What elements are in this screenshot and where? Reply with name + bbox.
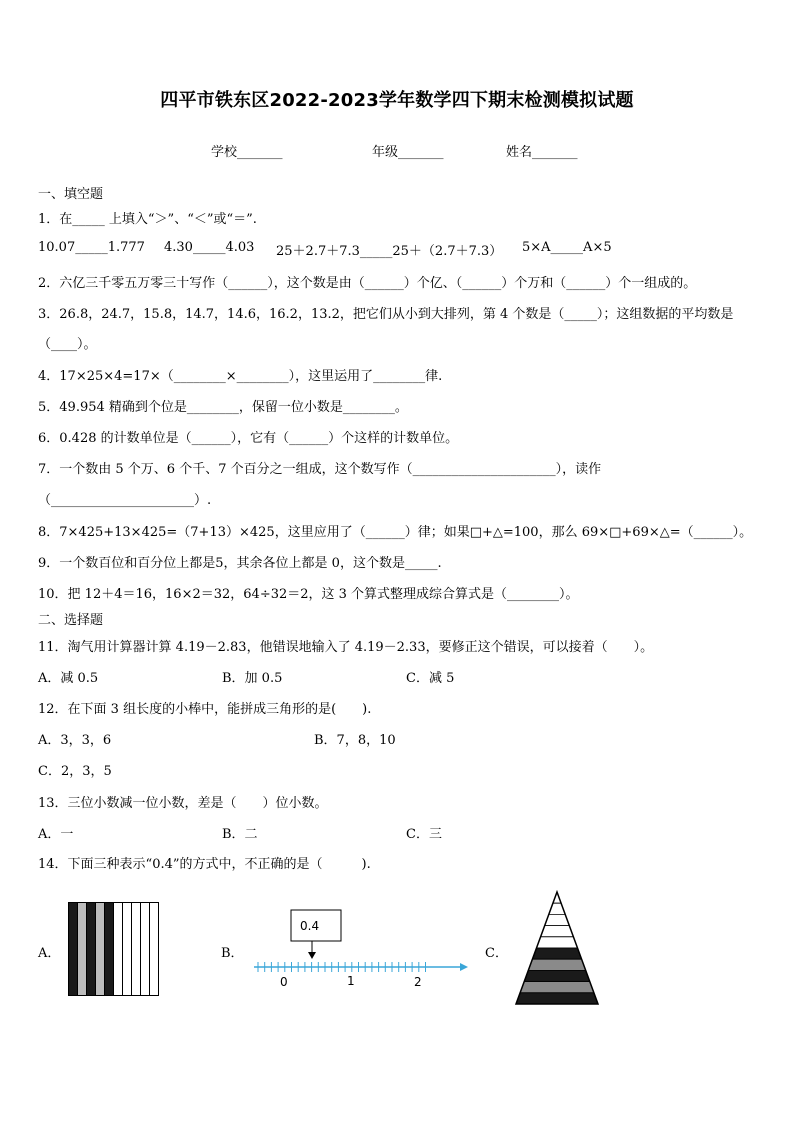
section-choice: 二、选择题	[38, 613, 104, 628]
triangle-layer	[520, 982, 594, 993]
triangle-layer	[541, 926, 574, 937]
strip	[150, 903, 159, 996]
question-12: 12．在下面 3 组长度的小棒中，能拼成三角形的是( ).	[38, 702, 372, 717]
strip	[96, 903, 105, 996]
q11-option-a[interactable]: A．减 0.5	[38, 671, 99, 686]
tick-label-0: 0	[280, 975, 288, 989]
q11-option-b[interactable]: B．加 0.5	[222, 671, 283, 686]
question-7: 7．一个数由 5 个万、6 个千、7 个百分之一组成，这个数写作（______________________），读作	[38, 462, 602, 477]
strip	[78, 903, 87, 996]
strip	[132, 903, 141, 996]
strip	[105, 903, 114, 996]
q12-option-c[interactable]: C．2，3，5	[38, 764, 112, 779]
name-field[interactable]: 姓名_______	[506, 145, 578, 160]
question-3: 3．26.8，24.7，15.8，14.7，14.6，16.2，13.2，把它们从小到大排列，第 4 个数是（_____）；这组数据的平均数是	[38, 307, 734, 322]
triangle-layer	[537, 937, 578, 948]
question-6: 6．0.428 的计数单位是（______），它有（______）个这样的计数单位。	[38, 431, 459, 446]
question-8: 8．7×425+13×425=（7+13）×425，这里应用了（______）律；如果□+△=100，那么 69×□+69×△=（______）。	[38, 525, 753, 540]
strip	[123, 903, 132, 996]
q13-option-c[interactable]: C．三	[406, 827, 442, 842]
grade-field[interactable]: 年级_______	[372, 145, 444, 160]
question-9: 9．一个数百位和百分位上都是5，其余各位上都是 0，这个数是_____.	[38, 556, 442, 571]
triangle-layer	[524, 970, 590, 981]
triangle-layer	[516, 993, 598, 1004]
q14-option-a-label[interactable]: A．	[38, 946, 61, 961]
strip	[87, 903, 96, 996]
tick-label-1: 1	[347, 974, 355, 988]
q1-item-3: 25＋2.7＋7.3_____25＋（2.7＋7.3）	[276, 244, 503, 259]
pointer-arrowhead	[308, 952, 316, 959]
tick-label-2: 2	[414, 975, 422, 989]
q13-option-b[interactable]: B．二	[222, 827, 258, 842]
q14-option-c-label[interactable]: C．	[485, 946, 508, 961]
question-11: 11．淘气用计算器计算 4.19－2.83，他错误地输入了 4.19－2.33，要修正这个错误，可以接着（ ）。	[38, 640, 654, 655]
q12-option-a[interactable]: A．3，3，6	[38, 733, 112, 748]
triangle-figure	[510, 890, 605, 1010]
number-line-figure	[248, 905, 473, 990]
question-13: 13．三位小数减一位小数，差是（ ）位小数。	[38, 796, 328, 811]
strip	[141, 903, 150, 996]
question-4: 4．17×25×4=17×（________×________），这里运用了________律.	[38, 369, 443, 384]
q1-item-2: 4.30_____4.03	[164, 240, 255, 255]
question-14: 14．下面三种表示“0.4”的方式中，不正确的是（ ).	[38, 857, 371, 872]
triangle-layer	[528, 959, 585, 970]
strip	[69, 903, 78, 996]
strip	[114, 903, 123, 996]
question-7-cont: （______________________）.	[38, 493, 212, 508]
value-box-label: 0.4	[300, 919, 320, 933]
q14-option-b-label[interactable]: B．	[221, 946, 244, 961]
question-2: 2．六亿三千零五万零三十写作（______），这个数是由（______）个亿、（______）个万和（______）个一组成的。	[38, 276, 697, 291]
axis-arrowhead	[460, 963, 468, 971]
question-3-cont: （____）。	[38, 337, 97, 352]
school-field[interactable]: 学校_______	[211, 145, 283, 160]
page-title: 四平市铁东区2022-2023学年数学四下期末检测模拟试题	[160, 90, 634, 111]
q1-item-4: 5×A_____A×5	[522, 240, 612, 255]
triangle-layer	[532, 948, 581, 959]
section-fill-in: 一、填空题	[38, 187, 104, 202]
question-1: 1．在_____ 上填入“＞”、“＜”或“＝”.	[38, 212, 257, 227]
q1-item-1: 10.07_____1.777	[38, 240, 145, 255]
q12-option-b[interactable]: B．7，8，10	[314, 733, 396, 748]
q11-option-c[interactable]: C．减 5	[406, 671, 455, 686]
strip-grid-figure	[68, 902, 160, 997]
q13-option-a[interactable]: A．一	[38, 827, 74, 842]
question-10: 10．把 12＋4＝16，16×2＝32，64÷32＝2，这 3 个算式整理成综合算式是（________）。	[38, 587, 579, 602]
question-5: 5．49.954 精确到个位是________，保留一位小数是________。	[38, 400, 408, 415]
